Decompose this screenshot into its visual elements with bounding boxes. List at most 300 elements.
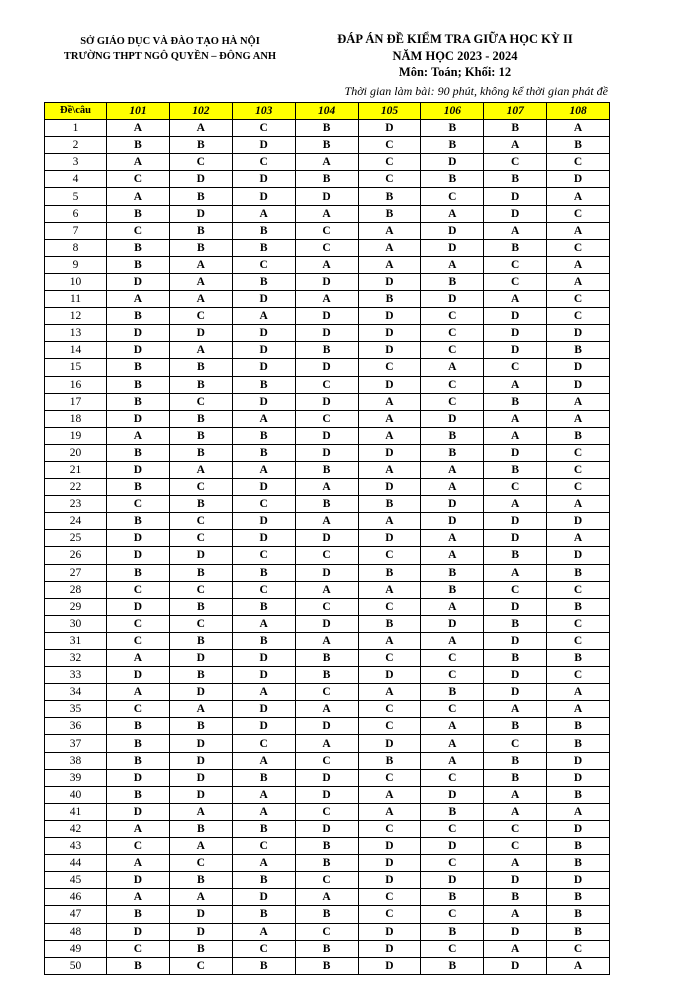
answer-cell: B <box>169 444 232 461</box>
answer-cell: B <box>107 239 170 256</box>
answer-cell: B <box>547 598 610 615</box>
answer-cell: A <box>169 120 232 137</box>
question-number: 16 <box>45 376 107 393</box>
answer-cell: D <box>421 291 484 308</box>
answer-cell: A <box>358 581 421 598</box>
answer-cell: B <box>295 667 358 684</box>
answer-cell: B <box>547 906 610 923</box>
table-row <box>45 205 610 222</box>
answer-cell: B <box>107 444 170 461</box>
table-row <box>45 376 610 393</box>
answer-cell: A <box>232 461 295 478</box>
answer-cell: C <box>232 547 295 564</box>
answer-cell: A <box>547 496 610 513</box>
answer-cell: A <box>547 530 610 547</box>
answer-cell: B <box>232 872 295 889</box>
answer-cell: A <box>295 581 358 598</box>
answer-cell: A <box>547 957 610 974</box>
question-number: 10 <box>45 273 107 290</box>
question-number: 29 <box>45 598 107 615</box>
answer-cell: C <box>358 598 421 615</box>
answer-cell: B <box>547 342 610 359</box>
answer-cell: B <box>169 239 232 256</box>
answer-cell: B <box>232 273 295 290</box>
answer-cell: D <box>107 342 170 359</box>
table-row <box>45 820 610 837</box>
answer-cell: A <box>547 803 610 820</box>
answer-cell: D <box>232 188 295 205</box>
answer-cell: D <box>547 171 610 188</box>
answer-cell: A <box>169 803 232 820</box>
answer-cell: B <box>484 547 547 564</box>
answer-cell: C <box>295 222 358 239</box>
answer-cell: B <box>358 205 421 222</box>
answer-cell: C <box>484 735 547 752</box>
answer-cell: D <box>421 872 484 889</box>
answer-cell: B <box>295 940 358 957</box>
answer-cell: B <box>358 615 421 632</box>
question-number: 26 <box>45 547 107 564</box>
answer-cell: B <box>295 650 358 667</box>
answer-cell: A <box>295 205 358 222</box>
answer-cell: D <box>232 137 295 154</box>
answer-cell: B <box>295 855 358 872</box>
answer-cell: A <box>484 906 547 923</box>
answer-cell: A <box>169 461 232 478</box>
answer-cell: D <box>232 667 295 684</box>
table-row <box>45 496 610 513</box>
answer-cell: C <box>421 325 484 342</box>
answer-cell: A <box>547 256 610 273</box>
answer-cell: A <box>547 684 610 701</box>
answer-cell: C <box>484 581 547 598</box>
answer-cell: D <box>358 342 421 359</box>
table-row <box>45 154 610 171</box>
answer-cell: C <box>169 479 232 496</box>
answer-cell: A <box>421 359 484 376</box>
answer-cell: D <box>107 769 170 786</box>
question-number: 24 <box>45 513 107 530</box>
answer-cell: B <box>169 222 232 239</box>
exam-code-header: 105 <box>358 103 421 120</box>
answer-cell: D <box>484 513 547 530</box>
table-row <box>45 325 610 342</box>
table-row <box>45 923 610 940</box>
question-number: 11 <box>45 291 107 308</box>
table-row <box>45 803 610 820</box>
answer-cell: A <box>107 650 170 667</box>
answer-cell: B <box>107 308 170 325</box>
answer-cell: C <box>169 393 232 410</box>
answer-cell: D <box>358 325 421 342</box>
answer-cell: B <box>169 632 232 649</box>
answer-cell: D <box>232 342 295 359</box>
answer-cell: A <box>169 889 232 906</box>
answer-cell: A <box>421 479 484 496</box>
answer-cell: C <box>547 291 610 308</box>
question-number: 49 <box>45 940 107 957</box>
table-row <box>45 889 610 906</box>
table-row <box>45 667 610 684</box>
answer-cell: D <box>484 530 547 547</box>
question-number: 33 <box>45 667 107 684</box>
answer-cell: B <box>547 564 610 581</box>
answer-cell: D <box>169 547 232 564</box>
answer-cell: A <box>421 632 484 649</box>
answer-cell: A <box>107 820 170 837</box>
answer-cell: C <box>295 239 358 256</box>
answer-cell: B <box>547 735 610 752</box>
answer-cell: D <box>484 923 547 940</box>
answer-cell: D <box>295 393 358 410</box>
answer-cell: C <box>421 906 484 923</box>
answer-cell: B <box>547 838 610 855</box>
answer-cell: B <box>484 769 547 786</box>
answer-cell: C <box>547 461 610 478</box>
answer-cell: C <box>484 838 547 855</box>
answer-cell: D <box>169 906 232 923</box>
answer-cell: B <box>358 496 421 513</box>
table-row <box>45 171 610 188</box>
answer-cell: B <box>547 137 610 154</box>
answer-cell: C <box>421 855 484 872</box>
answer-cell: D <box>547 769 610 786</box>
answer-cell: B <box>232 598 295 615</box>
answer-cell: B <box>421 444 484 461</box>
answer-cell: A <box>547 120 610 137</box>
answer-cell: B <box>295 838 358 855</box>
question-number: 14 <box>45 342 107 359</box>
answer-cell: A <box>421 598 484 615</box>
answer-cell: C <box>358 889 421 906</box>
answer-cell: A <box>484 427 547 444</box>
answer-cell: D <box>295 615 358 632</box>
answer-cell: A <box>107 889 170 906</box>
answer-cell: D <box>295 564 358 581</box>
answer-cell: B <box>484 171 547 188</box>
answer-cell: A <box>358 393 421 410</box>
answer-cell: B <box>421 564 484 581</box>
answer-cell: D <box>484 205 547 222</box>
answer-cell: B <box>232 222 295 239</box>
answer-cell: C <box>169 957 232 974</box>
question-number: 38 <box>45 752 107 769</box>
answer-cell: B <box>547 889 610 906</box>
answer-cell: D <box>358 735 421 752</box>
answer-cell: B <box>358 188 421 205</box>
answer-cell: C <box>169 615 232 632</box>
answer-cell: A <box>107 684 170 701</box>
subject-grade: Môn: Toán; Khối: 12 <box>398 65 512 79</box>
answer-cell: D <box>295 308 358 325</box>
answer-cell: B <box>107 479 170 496</box>
answer-cell: A <box>484 564 547 581</box>
table-header-row <box>45 103 610 120</box>
answer-cell: C <box>107 632 170 649</box>
question-number: 23 <box>45 496 107 513</box>
answer-cell: B <box>107 359 170 376</box>
table-row <box>45 239 610 256</box>
answer-cell: B <box>169 940 232 957</box>
answer-cell: B <box>232 376 295 393</box>
answer-cell: D <box>421 239 484 256</box>
answer-cell: D <box>107 598 170 615</box>
answer-cell: C <box>232 154 295 171</box>
answer-cell: D <box>107 923 170 940</box>
question-number: 27 <box>45 564 107 581</box>
answer-cell: B <box>421 889 484 906</box>
answer-cell: C <box>232 735 295 752</box>
answer-cell: A <box>484 701 547 718</box>
answer-cell: B <box>169 496 232 513</box>
answer-cell: B <box>484 718 547 735</box>
answer-cell: D <box>295 444 358 461</box>
answer-cell: C <box>421 376 484 393</box>
answer-cell: C <box>295 410 358 427</box>
answer-cell: D <box>547 820 610 837</box>
answer-cell: B <box>107 376 170 393</box>
answer-cell: A <box>421 547 484 564</box>
answer-cell: D <box>484 957 547 974</box>
exam-code-header: 104 <box>295 103 358 120</box>
answer-cell: B <box>547 650 610 667</box>
answer-cell: C <box>547 615 610 632</box>
question-number: 7 <box>45 222 107 239</box>
answer-cell: A <box>295 701 358 718</box>
question-number: 20 <box>45 444 107 461</box>
answer-cell: A <box>232 308 295 325</box>
question-number: 28 <box>45 581 107 598</box>
question-number: 5 <box>45 188 107 205</box>
table-row <box>45 650 610 667</box>
answer-cell: A <box>358 410 421 427</box>
answer-cell: C <box>547 239 610 256</box>
answer-cell: B <box>107 735 170 752</box>
answer-cell: D <box>484 684 547 701</box>
question-number: 30 <box>45 615 107 632</box>
answer-cell: D <box>169 786 232 803</box>
answer-cell: D <box>295 427 358 444</box>
answer-cell: B <box>107 957 170 974</box>
answer-cell: D <box>484 342 547 359</box>
answer-cell: D <box>358 308 421 325</box>
answer-cell: B <box>169 359 232 376</box>
exam-header <box>310 31 600 81</box>
answer-cell: A <box>421 530 484 547</box>
table-row <box>45 291 610 308</box>
table-row <box>45 410 610 427</box>
answer-cell: B <box>484 752 547 769</box>
answer-cell: A <box>421 718 484 735</box>
question-number: 37 <box>45 735 107 752</box>
answer-cell: A <box>358 256 421 273</box>
table-row <box>45 273 610 290</box>
answer-cell: C <box>358 547 421 564</box>
answer-cell: B <box>295 171 358 188</box>
answer-cell: A <box>232 205 295 222</box>
answer-cell: D <box>547 376 610 393</box>
table-row <box>45 479 610 496</box>
answer-cell: D <box>107 872 170 889</box>
question-number: 18 <box>45 410 107 427</box>
answer-cell: B <box>421 137 484 154</box>
answer-cell: B <box>421 171 484 188</box>
school-name: TRƯỜNG THPT NGÔ QUYỀN – ĐÔNG ANH <box>63 51 277 62</box>
answer-cell: B <box>484 461 547 478</box>
school-header <box>40 34 300 64</box>
answer-cell: B <box>547 718 610 735</box>
question-number: 6 <box>45 205 107 222</box>
answer-cell: B <box>421 120 484 137</box>
exam-code-header: 101 <box>107 103 170 120</box>
answer-cell: A <box>358 222 421 239</box>
answer-cell: D <box>484 188 547 205</box>
answer-cell: A <box>358 632 421 649</box>
question-number: 40 <box>45 786 107 803</box>
exam-code-header: 106 <box>421 103 484 120</box>
answer-cell: D <box>232 889 295 906</box>
answer-cell: D <box>169 205 232 222</box>
answer-cell: C <box>547 444 610 461</box>
answer-cell: A <box>169 256 232 273</box>
answer-cell: D <box>358 273 421 290</box>
answer-cell: B <box>295 496 358 513</box>
answer-cell: A <box>295 735 358 752</box>
answer-cell: B <box>169 410 232 427</box>
answer-cell: C <box>295 923 358 940</box>
answer-cell: D <box>107 530 170 547</box>
answer-cell: C <box>107 496 170 513</box>
table-row <box>45 786 610 803</box>
answer-cell: B <box>421 957 484 974</box>
answer-cell: C <box>107 838 170 855</box>
answer-cell: A <box>107 427 170 444</box>
answer-cell: C <box>547 205 610 222</box>
answer-cell: B <box>547 427 610 444</box>
answer-cell: B <box>358 752 421 769</box>
table-row <box>45 120 610 137</box>
answer-cell: C <box>232 581 295 598</box>
answer-cell: C <box>484 154 547 171</box>
answer-cell: A <box>107 188 170 205</box>
answer-cell: A <box>295 479 358 496</box>
answer-cell: D <box>484 444 547 461</box>
table-row <box>45 684 610 701</box>
exam-code-header: 103 <box>232 103 295 120</box>
answer-cell: D <box>232 393 295 410</box>
answer-cell: D <box>107 461 170 478</box>
question-number: 3 <box>45 154 107 171</box>
answer-rows <box>45 120 610 975</box>
answer-key-table <box>44 102 610 975</box>
answer-cell: A <box>547 188 610 205</box>
answer-cell: D <box>547 513 610 530</box>
answer-cell: B <box>295 957 358 974</box>
answer-cell: A <box>547 701 610 718</box>
answer-cell: B <box>421 923 484 940</box>
question-number: 2 <box>45 137 107 154</box>
answer-cell: D <box>421 615 484 632</box>
answer-cell: B <box>169 188 232 205</box>
answer-cell: B <box>107 564 170 581</box>
question-number: 41 <box>45 803 107 820</box>
answer-cell: A <box>107 120 170 137</box>
table-row <box>45 461 610 478</box>
answer-cell: A <box>547 273 610 290</box>
answer-cell: D <box>358 957 421 974</box>
answer-cell: A <box>169 273 232 290</box>
question-number: 13 <box>45 325 107 342</box>
answer-cell: C <box>547 581 610 598</box>
answer-cell: D <box>107 547 170 564</box>
answer-cell: B <box>295 120 358 137</box>
answer-cell: A <box>484 137 547 154</box>
answer-cell: D <box>295 820 358 837</box>
table-row <box>45 838 610 855</box>
answer-cell: C <box>169 855 232 872</box>
answer-cell: D <box>421 838 484 855</box>
answer-cell: A <box>484 803 547 820</box>
answer-cell: A <box>358 684 421 701</box>
table-row <box>45 701 610 718</box>
answer-cell: C <box>107 171 170 188</box>
table-row <box>45 957 610 974</box>
answer-cell: A <box>295 154 358 171</box>
answer-cell: C <box>358 359 421 376</box>
answer-cell: D <box>421 786 484 803</box>
answer-cell: B <box>169 598 232 615</box>
answer-cell: B <box>169 667 232 684</box>
department-name: SỞ GIÁO DỤC VÀ ĐÀO TẠO HÀ NỘI <box>80 36 260 47</box>
answer-cell: B <box>107 256 170 273</box>
answer-cell: D <box>295 718 358 735</box>
answer-cell: B <box>107 786 170 803</box>
answer-cell: D <box>232 650 295 667</box>
answer-cell: B <box>547 786 610 803</box>
answer-cell: A <box>358 803 421 820</box>
answer-cell: A <box>358 786 421 803</box>
answer-cell: A <box>358 513 421 530</box>
answer-cell: B <box>484 120 547 137</box>
answer-cell: B <box>232 444 295 461</box>
answer-cell: A <box>421 205 484 222</box>
answer-cell: B <box>232 906 295 923</box>
answer-cell: C <box>421 667 484 684</box>
answer-cell: C <box>232 256 295 273</box>
answer-cell: D <box>295 188 358 205</box>
answer-cell: D <box>421 410 484 427</box>
corner-header: Đề\câu <box>45 103 107 120</box>
table-row <box>45 615 610 632</box>
answer-cell: A <box>295 513 358 530</box>
question-number: 47 <box>45 906 107 923</box>
answer-cell: A <box>232 786 295 803</box>
answer-cell: D <box>484 632 547 649</box>
answer-cell: A <box>358 461 421 478</box>
answer-cell: B <box>169 718 232 735</box>
table-row <box>45 393 610 410</box>
question-number: 1 <box>45 120 107 137</box>
answer-cell: A <box>232 855 295 872</box>
answer-cell: D <box>232 479 295 496</box>
answer-cell: C <box>232 838 295 855</box>
answer-cell: C <box>547 154 610 171</box>
answer-cell: D <box>232 325 295 342</box>
answer-cell: D <box>169 684 232 701</box>
answer-cell: C <box>169 308 232 325</box>
answer-cell: C <box>484 273 547 290</box>
answer-cell: B <box>169 427 232 444</box>
